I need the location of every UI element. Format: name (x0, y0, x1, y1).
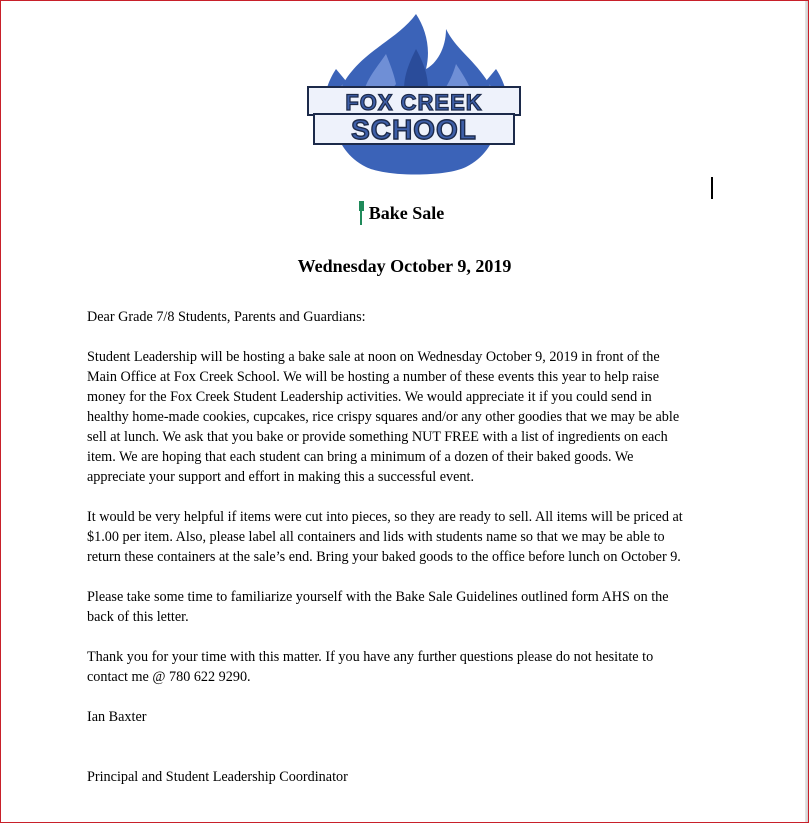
page-edge-shadow (805, 1, 808, 822)
text-line: contact me @ 780 622 9290. (87, 669, 251, 685)
text-line: back of this letter. (87, 609, 189, 625)
salutation-line: Dear Grade 7/8 Students, Parents and Guardians: (87, 309, 366, 325)
logo-text-line1: FOX CREEK (345, 90, 483, 115)
fox-creek-school-logo (306, 9, 526, 179)
text-line: item. We are hoping that each student can bring a minimum of a dozen of their baked goods. We (87, 449, 634, 465)
text-line: $1.00 per item. Also, please label all containers and lids with students name so that we may be able to (87, 529, 665, 545)
text-line: healthy home-made cookies, cupcakes, rice crispy squares and/or any other goodies that we may be able (87, 409, 680, 425)
text-line: Thank you for your time with this matter. If you have any further questions please do not hesitate to (87, 649, 654, 665)
text-line: sell at lunch. We ask that you bake or provide something NUT FREE with a list of ingredients on each (87, 429, 668, 445)
signature-title: Principal and Student Leadership Coordinator (87, 769, 348, 785)
text-line: money for the Fox Creek Student Leadership activities. We would appreciate it if you could send in (87, 389, 652, 405)
paragraph-1 (87, 347, 717, 487)
paragraph-4 (87, 647, 717, 687)
text-line: appreciate your support and effort in making this a successful event. (87, 469, 475, 485)
salutation (87, 307, 717, 327)
paragraph-3 (87, 587, 717, 627)
signature-name: Ian Baxter (87, 709, 147, 725)
logo-text-line2: SCHOOL (351, 114, 477, 145)
text-line: It would be very helpful if items were cut into pieces, so they are ready to sell. All items will be priced at (87, 509, 683, 525)
letter-title: Bake Sale (368, 203, 445, 223)
letter-date: Wednesday October 9, 2019 (297, 256, 512, 276)
paragraph-2 (87, 507, 717, 567)
text-line: Please take some time to familiarize yourself with the Bake Sale Guidelines outlined form AHS on the (87, 589, 669, 605)
text-line: Student Leadership will be hosting a bake sale at noon on Wednesday October 9, 2019 in front of the (87, 349, 660, 365)
text-cursor (711, 177, 713, 199)
text-line: Main Office at Fox Creek School. We will be hosting a number of these events this year to help raise (87, 369, 660, 385)
text-line: return these containers at the sale’s end. Bring your baked goods to the office before lunch on October 9. (87, 549, 681, 565)
